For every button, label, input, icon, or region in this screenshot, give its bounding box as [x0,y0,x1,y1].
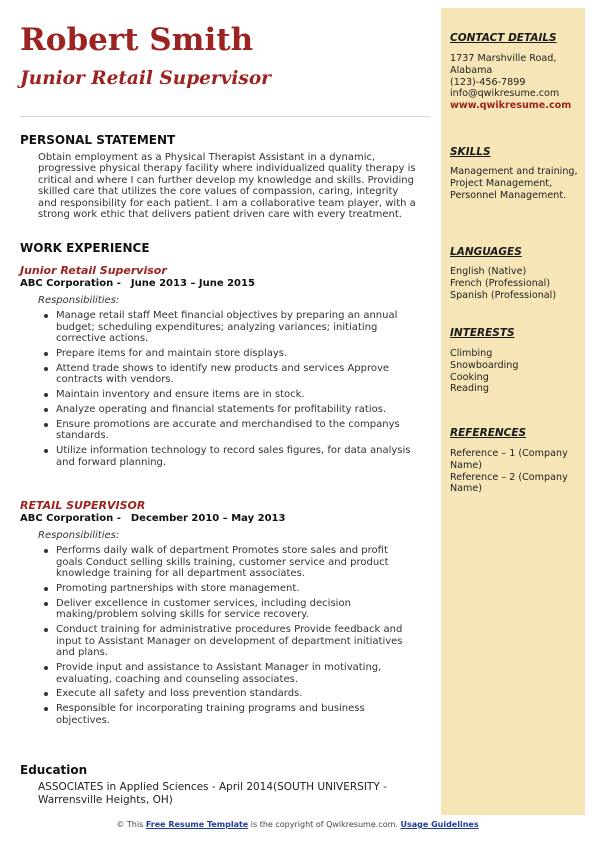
education-heading: Education [20,763,88,777]
list-item: Analyze operating and financial statements for profitability ratios. [38,404,416,416]
personal-statement-heading: PERSONAL STATEMENT [20,133,176,147]
skills-heading: SKILLS [450,146,491,158]
footer-copyright-text: is the copyright of Qwikresume.com. [250,820,398,829]
list-item: Climbing [450,348,493,359]
usage-guidelines-link[interactable]: Usage Guidelines [400,820,479,829]
list-item: Execute all safety and loss prevention standards. [38,688,416,700]
education-text: ASSOCIATES in Applied Sciences - April 2014(SOUTH UNIVERSITY - Warrensville Heights, OH) [38,781,387,806]
address-line: 1737 Marshville Road, [450,53,557,64]
references-list [450,448,580,495]
candidate-name: Robert Smith [20,22,254,58]
header-divider [20,116,430,117]
list-item: Attend trade shows to identify new products and services Approve contracts with vendors. [38,363,416,386]
list-item: English (Native) [450,266,527,277]
references-heading: REFERENCES [450,427,527,439]
footer-prefix: © This [116,820,144,829]
resume-sidebar [441,8,585,815]
list-item: Snowboarding [450,359,519,371]
list-item: Spanish (Professional) [450,289,557,301]
address-line: Alabama [450,64,493,76]
list-item: Performs daily walk of department Promotes store sales and profit goals Conduct selling skills training, customer service and product knowledge training for all department associates. [38,545,416,580]
responsibilities-label: Responsibilities: [38,530,120,541]
free-resume-template-link[interactable]: Free Resume Template [145,820,249,829]
list-item: Conduct training for administrative procedures Provide feedback and input to Assistant Manager on development of department initiatives and plans. [38,624,416,659]
work-experience-heading: WORK EXPERIENCE [20,241,150,255]
job-dates: June 2013 – June 2015 [130,278,255,289]
responsibilities-list [38,545,416,730]
languages-list [450,266,580,301]
skills-text: Management and training, Project Management, Personnel Management. [450,166,578,201]
list-item: Responsible for incorporating training programs and business objectives. [38,703,416,726]
languages-heading: LANGUAGES [450,246,522,258]
email-address: info@qwikresume.com [450,88,560,100]
job-company-dates [20,513,285,524]
responsibilities-list [38,310,416,472]
list-item: Reading [450,383,489,395]
job-company-dates [20,278,255,289]
candidate-title: Junior Retail Supervisor [20,68,271,89]
responsibilities-label: Responsibilities: [38,295,120,306]
list-item: Maintain inventory and ensure items are in stock. [38,389,416,401]
interests-heading: INTERESTS [450,327,515,339]
copyright-footer [0,820,595,829]
contact-heading: CONTACT DETAILS [450,32,557,44]
list-item: Ensure promotions are accurate and merchandised to the companys standards. [38,419,416,442]
list-item: Prepare items for and maintain store displays. [38,348,416,360]
phone-number: (123)-456-7899 [450,76,526,88]
job-company: ABC Corporation - [20,513,121,524]
job-company: ABC Corporation - [20,278,121,289]
list-item: Utilize information technology to record sales figures, for data analysis and forward planning. [38,445,416,468]
personal-statement-text: Obtain employment as a Physical Therapist Assistant in a dynamic, progressive physical therapy facility where individualized quality therapy is critical and where I can further develop my knowledge and skills. Providing skilled care that utilizes the core values of compassion, caring, integrity and responsibility for each patient. I am a collaborative team player, with a strong work ethic that delivers patient driven care with every treatment. [38,152,416,221]
list-item: Promoting partnerships with store management. [38,583,416,595]
list-item: French (Professional) [450,277,551,289]
job-title: Junior Retail Supervisor [20,264,167,277]
website-link[interactable]: www.qwikresume.com [450,100,572,112]
job-title: RETAIL SUPERVISOR [20,499,146,512]
list-item: Cooking [450,371,489,383]
list-item: Deliver excellence in customer services, including decision making/problem solving skills for service recovery. [38,598,416,621]
list-item: Manage retail staff Meet financial objectives by preparing an annual budget; scheduling expenditures; analyzing variances; initiating corrective actions. [38,310,416,345]
contact-details [450,53,580,112]
list-item: Provide input and assistance to Assistant Manager in motivating, evaluating, coaching and counseling associates. [38,662,416,685]
job-dates: December 2010 – May 2013 [130,513,286,524]
list-item: Reference – 2 (Company Name) [450,471,568,495]
list-item: Reference – 1 (Company Name) [450,448,568,471]
interests-list [450,348,580,395]
